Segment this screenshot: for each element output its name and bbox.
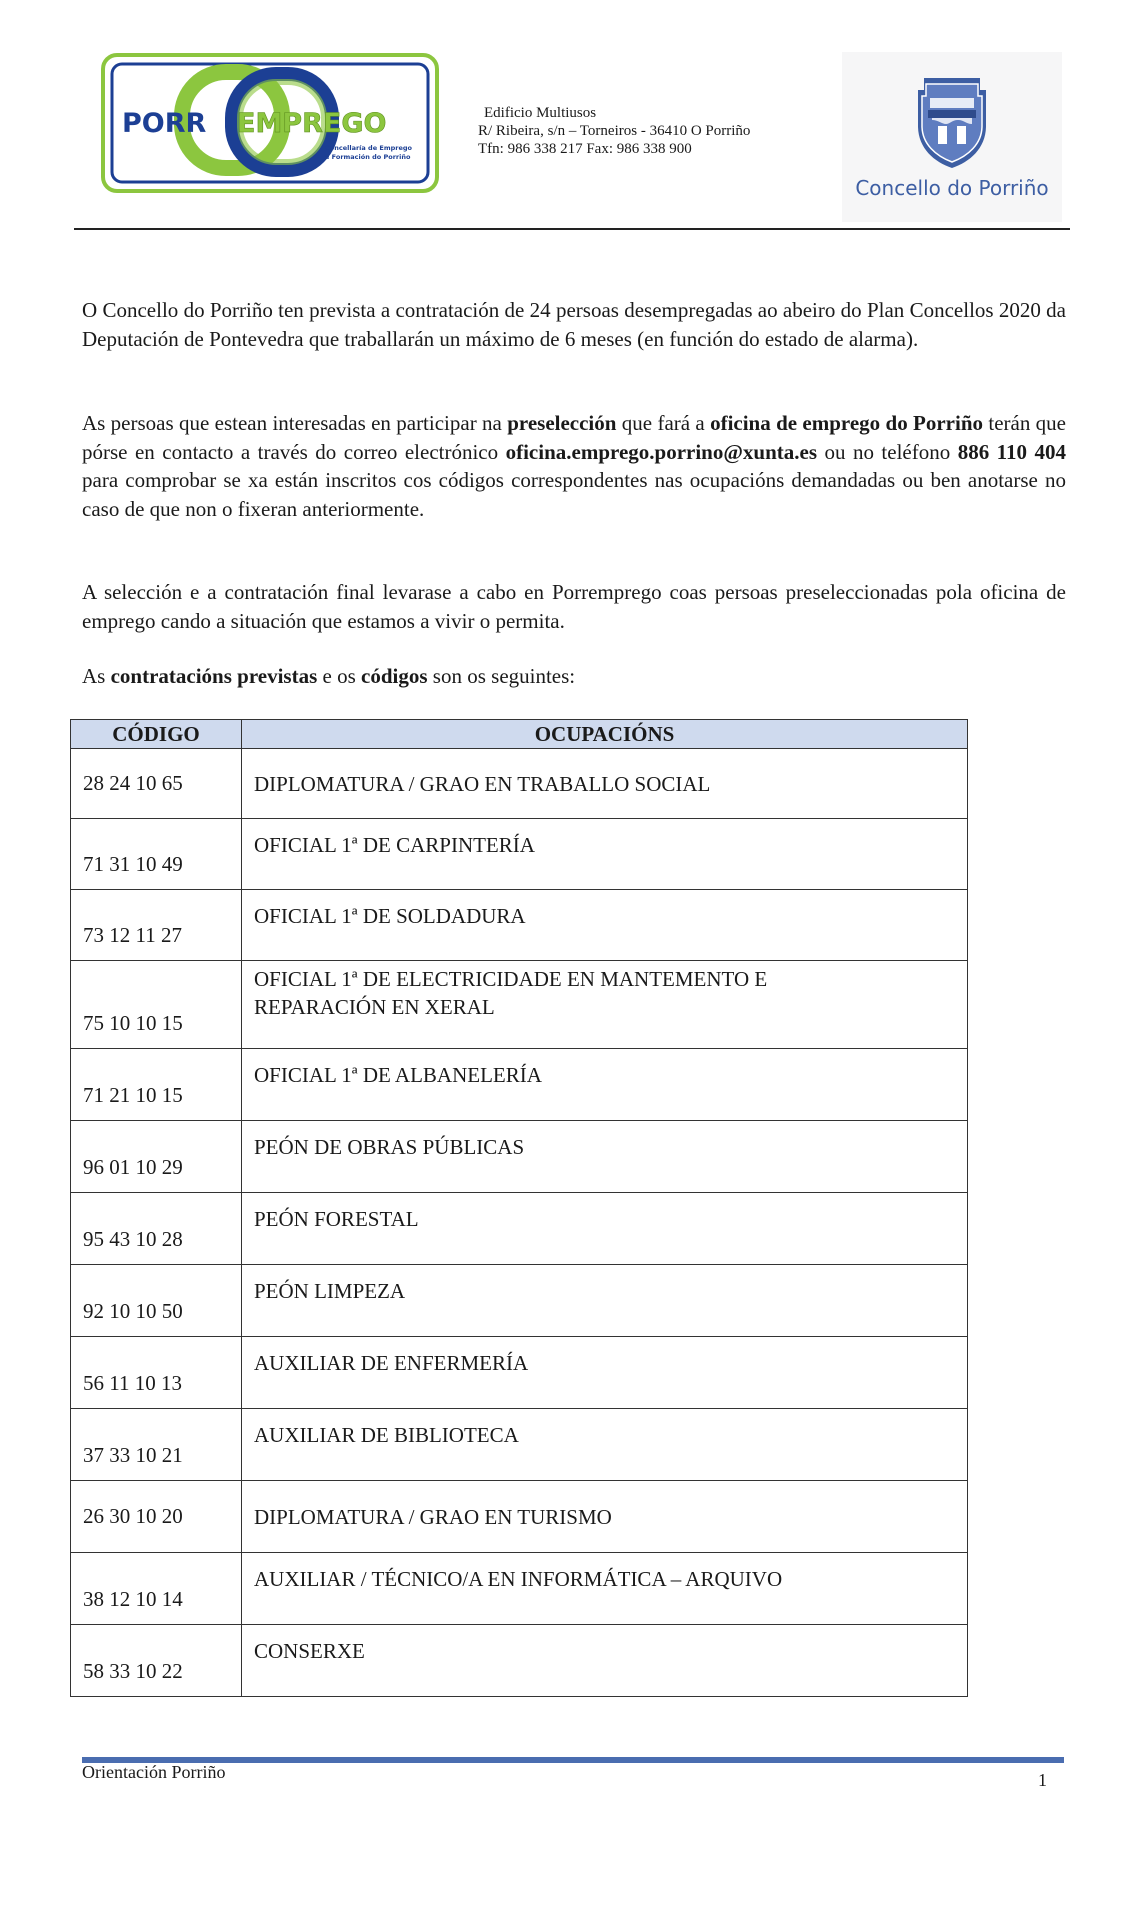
- logo-tagline-2: e Formación do Porriño: [325, 153, 411, 161]
- table-row: [71, 749, 968, 819]
- table-row: [71, 1265, 968, 1337]
- address-street: R/ Ribeira, s/n – Torneiros - 36410 O Porriño: [478, 123, 751, 139]
- occupation-line: OFICIAL 1ª DE ELECTRICIDADE EN MANTEMENTO E: [254, 967, 768, 991]
- bold-preselection: preselección: [507, 411, 617, 435]
- table-row: [71, 890, 968, 961]
- bold-employment-office: oficina de emprego do Porriño: [710, 411, 984, 435]
- row-code: 73 12 11 27: [71, 890, 242, 961]
- row-occupation: PEÓN LIMPEZA: [242, 1265, 968, 1337]
- concello-seal-icon: [910, 74, 994, 170]
- row-occupation: AUXILIAR / TÉCNICO/A EN INFORMÁTICA – ARQUIVO: [242, 1553, 968, 1625]
- row-code: 38 12 10 14: [71, 1553, 242, 1625]
- bold-codes: códigos: [361, 664, 428, 688]
- bold-planned-contracts: contratacións previstas: [110, 664, 318, 688]
- paragraph-codes-intro: As contratacións previstas e os códigos son os seguintes:: [82, 664, 576, 688]
- footer-divider: [82, 1757, 1064, 1763]
- contact-email: oficina.emprego.porrino@xunta.es: [505, 439, 817, 464]
- row-code: 71 31 10 49: [71, 819, 242, 890]
- contact-phone: 886 110 404: [957, 439, 1066, 464]
- table-row: [71, 1193, 968, 1265]
- table-row: [71, 1409, 968, 1481]
- header-divider: [74, 228, 1070, 230]
- row-occupation: PEÓN FORESTAL: [242, 1193, 968, 1265]
- row-code: 26 30 10 20: [71, 1481, 242, 1553]
- row-code: 71 21 10 15: [71, 1049, 242, 1121]
- table-row: [71, 819, 968, 890]
- row-occupation: PEÓN DE OBRAS PÚBLICAS: [242, 1121, 968, 1193]
- page-number: 1: [1038, 1770, 1047, 1790]
- row-occupation: OFICIAL 1ª DE SOLDADURA: [242, 890, 968, 961]
- row-occupation: AUXILIAR DE ENFERMERÍA: [242, 1337, 968, 1409]
- porremprego-logo: [100, 52, 440, 194]
- row-code: 95 43 10 28: [71, 1193, 242, 1265]
- row-occupation: [242, 961, 968, 1049]
- row-occupation: AUXILIAR DE BIBLIOTECA: [242, 1409, 968, 1481]
- occupations-table: [70, 719, 968, 1697]
- row-code: 37 33 10 21: [71, 1409, 242, 1481]
- paragraph-intro: O Concello do Porriño ten prevista a contratación de 24 persoas desempregadas ao abeiro do Plan Concellos 2020 da Deputación de Pontevedra que traballarán un máximo de 6 meses (en función do estado de alarma).: [82, 298, 1066, 351]
- table-row: [71, 961, 968, 1049]
- table-row: [71, 1625, 968, 1697]
- footer-label: Orientación Porriño: [82, 1762, 226, 1782]
- table-row: [71, 1553, 968, 1625]
- row-code: 75 10 10 15: [71, 961, 242, 1049]
- row-occupation: OFICIAL 1ª DE CARPINTERÍA: [242, 819, 968, 890]
- occupation-line: REPARACIÓN EN XERAL: [254, 995, 495, 1019]
- logo-brand-emprego: EMPREGO: [237, 108, 387, 139]
- table-row: [71, 1481, 968, 1553]
- row-occupation: DIPLOMATURA / GRAO EN TURISMO: [242, 1481, 968, 1553]
- row-code: 58 33 10 22: [71, 1625, 242, 1697]
- table-row: [71, 1337, 968, 1409]
- logo-tagline-1: Concellaría de Emprego: [325, 144, 412, 152]
- row-code: 56 11 10 13: [71, 1337, 242, 1409]
- table-row: [71, 1049, 968, 1121]
- address-building: Edificio Multiusos: [484, 105, 597, 121]
- concello-logo: [842, 52, 1062, 222]
- header-address: [478, 104, 750, 158]
- table-header-row: [71, 720, 968, 749]
- paragraph-selection: A selección e a contratación final levarase a cabo en Porremprego coas persoas preseleccionadas pola oficina de emprego cando a situación que estamos a vivir o permita.: [82, 580, 1066, 633]
- row-code: 96 01 10 29: [71, 1121, 242, 1193]
- row-code: 92 10 10 50: [71, 1265, 242, 1337]
- header-occupations: OCUPACIÓNS: [242, 720, 968, 749]
- paragraph-preselection: As persoas que estean interesadas en participar na preselección que fará a oficina de emprego do Porriño terán que pórse en contacto a través do correo electrónico oficina.emprego.porrino@xunta.es ou no teléfono 886 110 404 para comprobar se xa están inscritos cos códigos correspondentes nas ocupacións demandadas ou ben anotarse no caso de que non o fixeran anteriormente.: [82, 411, 1066, 521]
- row-occupation: OFICIAL 1ª DE ALBANELERÍA: [242, 1049, 968, 1121]
- logo-brand-porr: PORR: [122, 108, 207, 139]
- address-phone: Tfn: 986 338 217 Fax: 986 338 900: [478, 141, 692, 157]
- row-occupation: DIPLOMATURA / GRAO EN TRABALLO SOCIAL: [242, 749, 968, 819]
- table-row: [71, 1121, 968, 1193]
- row-occupation: CONSERXE: [242, 1625, 968, 1697]
- header-code: CÓDIGO: [71, 720, 242, 749]
- concello-name: Concello do Porriño: [855, 176, 1049, 200]
- row-code: 28 24 10 65: [71, 749, 242, 819]
